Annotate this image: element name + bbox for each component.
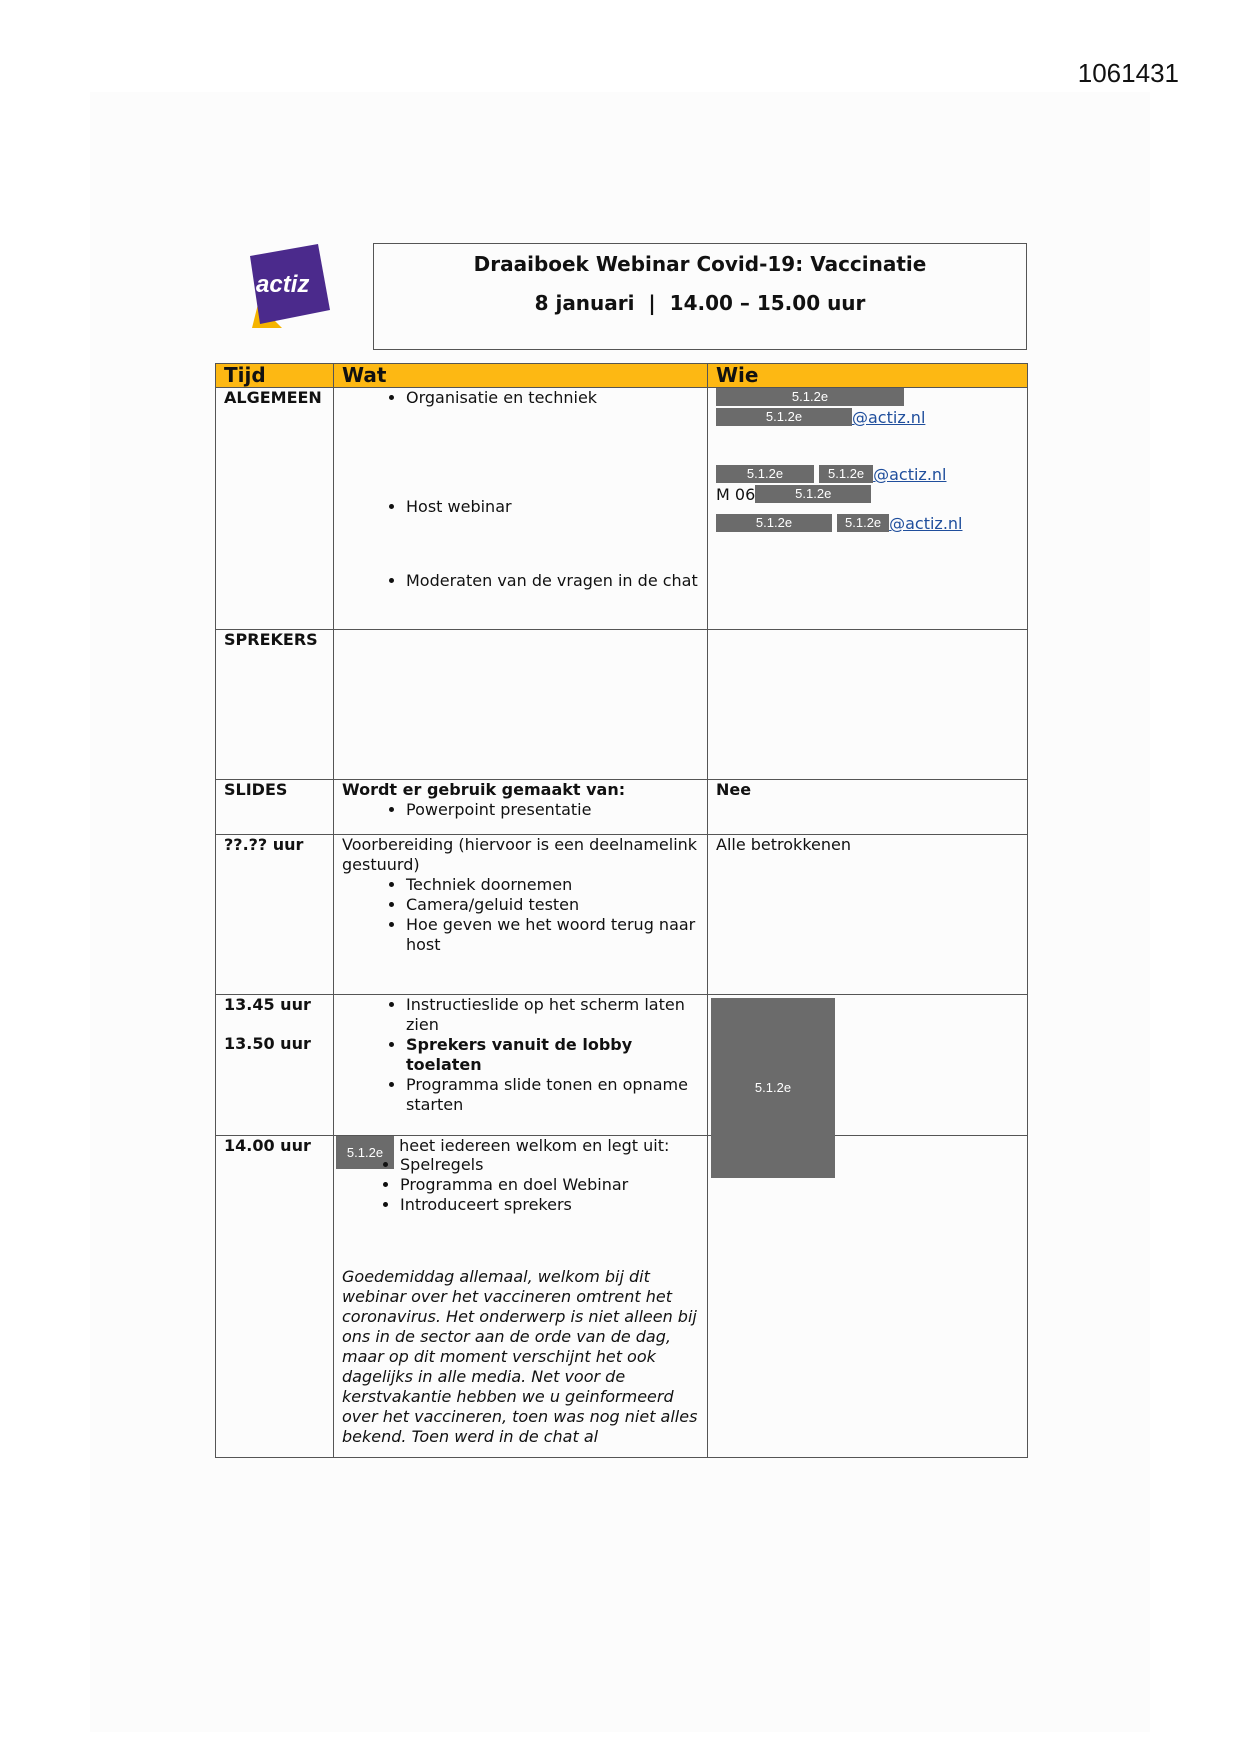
column-header-wie: Wie	[708, 364, 1028, 388]
email-link[interactable]: @actiz.nl	[873, 465, 947, 484]
email-link[interactable]: @actiz.nl	[852, 408, 926, 427]
welkom-intro: heet iedereen welkom en legt uit:	[399, 1136, 670, 1155]
list-item: • Host webinar	[406, 497, 699, 517]
list-item: • Instructieslide op het scherm laten zien	[406, 995, 699, 1035]
tijd-voorbereiding: ??.?? uur	[216, 835, 334, 995]
slides-heading: Wordt er gebruik gemaakt van:	[342, 780, 626, 799]
actiz-logo	[246, 244, 330, 328]
list-item: • Techniek doornemen	[406, 875, 699, 895]
tijd-start	[216, 995, 334, 1136]
table-row-welkom	[216, 1136, 1028, 1458]
redaction-box: 5.1.2e	[711, 998, 835, 1178]
tijd-welkom: 14.00 uur	[216, 1136, 334, 1458]
wie-start	[708, 995, 1028, 1136]
tijd-1350: 13.50 uur	[224, 1034, 311, 1053]
email-link[interactable]: @actiz.nl	[889, 514, 963, 533]
wat-slides	[334, 780, 708, 835]
list-item: • Programma en doel Webinar	[400, 1175, 699, 1195]
table-row-slides	[216, 780, 1028, 835]
wat-sprekers	[334, 630, 708, 780]
redaction-box: 5.1.2e	[819, 465, 873, 483]
wat-voorbereiding	[334, 835, 708, 995]
tijd-sprekers: SPREKERS	[216, 630, 334, 780]
wat-algemeen	[334, 388, 708, 630]
tijd-algemeen: ALGEMEEN	[216, 388, 334, 630]
table-row-algemeen	[216, 388, 1028, 630]
list-item: • Introduceert sprekers	[400, 1195, 699, 1215]
list-item: • Moderaten van de vragen in de chat	[406, 571, 699, 591]
script-table	[215, 363, 1028, 1458]
list-item: • Spelregels	[400, 1155, 699, 1175]
wie-voorbereiding: Alle betrokkenen	[708, 835, 1028, 995]
redaction-box: 5.1.2e	[716, 465, 814, 483]
list-item: • Powerpoint presentatie	[406, 800, 699, 820]
phone-prefix: M 06	[716, 485, 756, 504]
document-subtitle: 8 januari | 14.00 – 15.00 uur	[534, 291, 866, 315]
voorbereiding-text: Voorbereiding (hiervoor is een deelnamelink gestuurd)	[342, 835, 698, 874]
wie-slides: Nee	[708, 780, 1028, 835]
wat-start	[334, 995, 708, 1136]
list-item: • Sprekers vanuit de lobby toelaten	[406, 1035, 699, 1075]
tijd-1345: 13.45 uur	[224, 995, 311, 1014]
document-number: 1061431	[1077, 58, 1179, 88]
tijd-slides: SLIDES	[216, 780, 334, 835]
redaction-box: 5.1.2e	[716, 514, 832, 532]
wat-welkom	[334, 1136, 708, 1458]
table-row-voorbereiding	[216, 835, 1028, 995]
redaction-box: 5.1.2e	[837, 514, 889, 532]
document-title: Draaiboek Webinar Covid-19: Vaccinatie	[473, 252, 927, 276]
table-header-row	[216, 364, 1028, 388]
table-row-start	[216, 995, 1028, 1136]
redaction-box: 5.1.2e	[336, 1136, 394, 1169]
list-item: • Organisatie en techniek	[406, 388, 699, 408]
list-item: • Programma slide tonen en opname starten	[406, 1075, 699, 1115]
redaction-box: 5.1.2e	[755, 485, 871, 503]
wie-welkom	[708, 1136, 1028, 1458]
column-header-tijd: Tijd	[216, 364, 334, 388]
wie-sprekers	[708, 630, 1028, 780]
welkom-speech: Goedemiddag allemaal, welkom bij dit webinar over het vaccineren omtrent het coronavirus. Het onderwerp is niet alleen bij ons in de sector aan de orde van de dag, maar op dit moment verschijnt het ook dagelijks in alle media. Net voor de kerstvakantie hebben we u geinformeerd over het vaccineren, toen was nog niet alles bekend. Toen werd in de chat al	[342, 1267, 698, 1446]
redaction-box: 5.1.2e	[716, 408, 852, 426]
wie-algemeen	[708, 388, 1028, 630]
table-row-sprekers	[216, 630, 1028, 780]
column-header-wat: Wat	[334, 364, 708, 388]
logo-text: actiz	[256, 271, 310, 298]
list-item: • Camera/geluid testen	[406, 895, 699, 915]
list-item: • Hoe geven we het woord terug naar host	[406, 915, 699, 955]
redaction-box: 5.1.2e	[716, 388, 904, 406]
title-box	[373, 243, 1027, 350]
